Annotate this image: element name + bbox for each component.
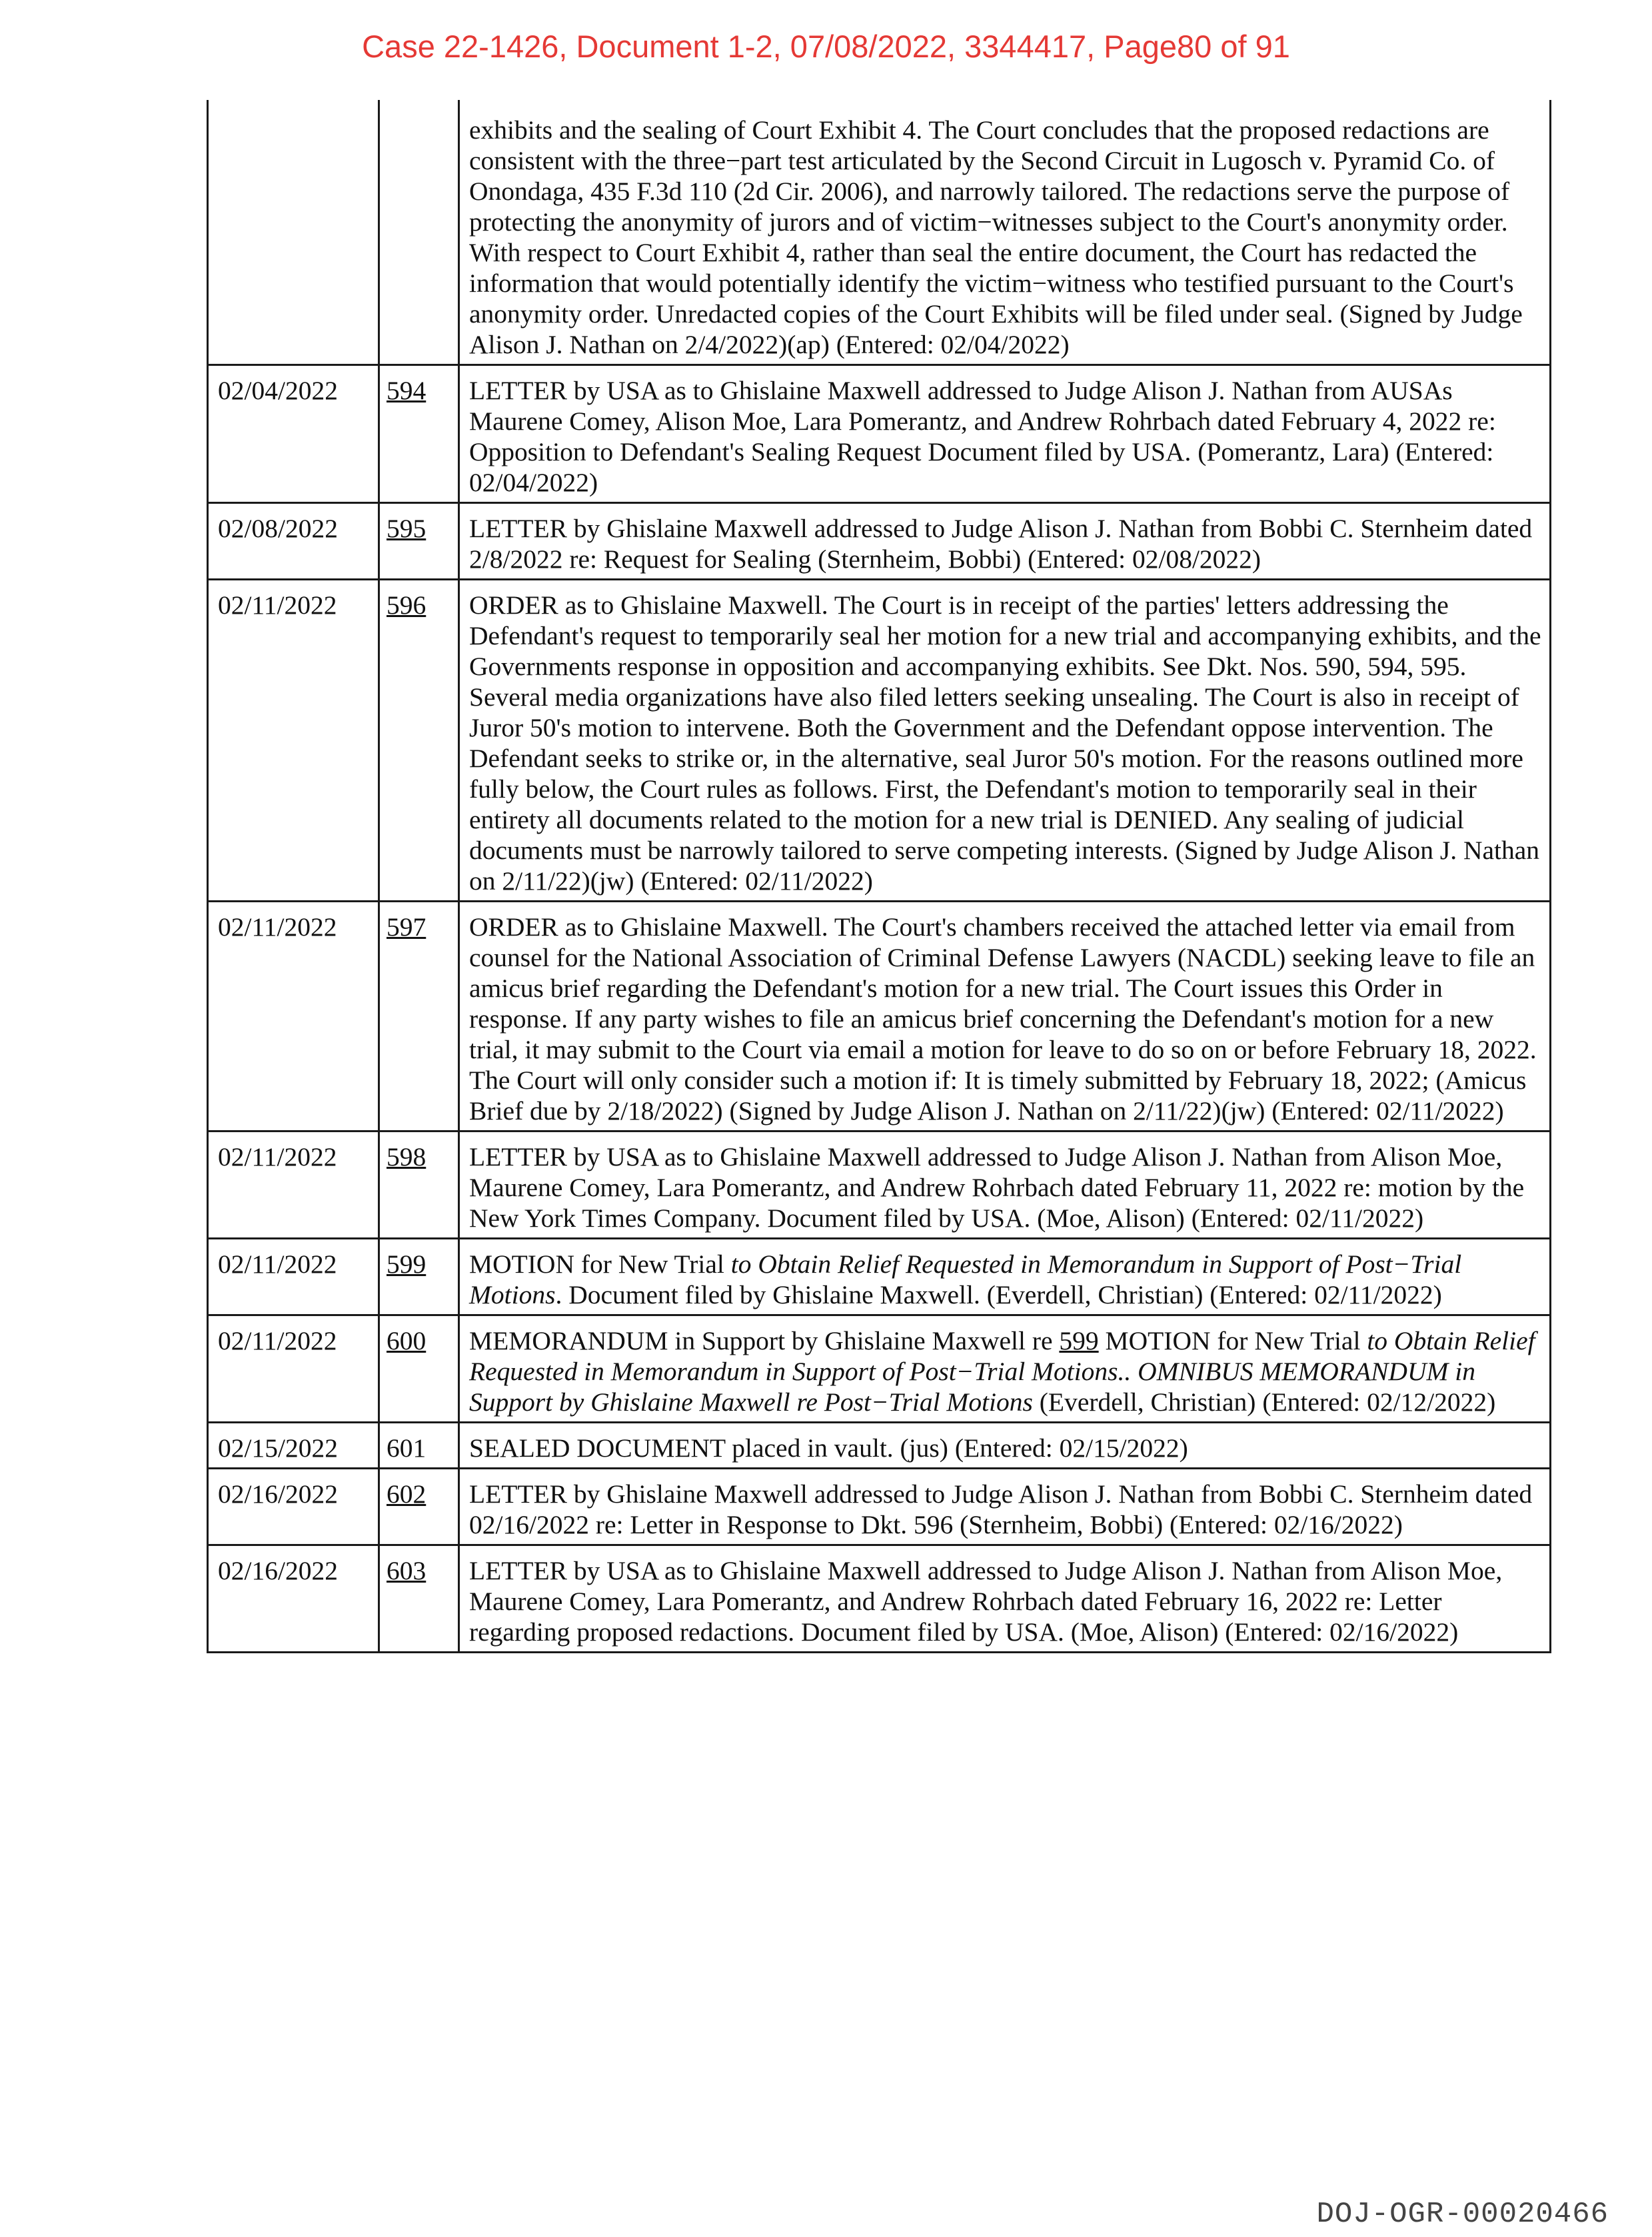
docket-link-596[interactable]: 596 — [387, 590, 426, 620]
entry-date: 02/15/2022 — [208, 1423, 379, 1469]
entry-text-part: . Document filed by Ghislaine Maxwell. (Everdell, Christian) (Entered: 02/11/2022) — [555, 1280, 1442, 1309]
docket-entry-594 — [208, 365, 1551, 503]
docket-link-602[interactable]: 602 — [387, 1479, 426, 1509]
docket-entry-601 — [208, 1423, 1551, 1469]
docket-entry-598 — [208, 1131, 1551, 1239]
entry-number-link[interactable] — [379, 580, 459, 902]
entry-text-part: MOTION for New Trial — [1098, 1326, 1367, 1355]
entry-date: 02/11/2022 — [208, 1315, 379, 1423]
docket-entry-continuation — [208, 100, 1551, 365]
entry-number-link[interactable] — [379, 902, 459, 1131]
docket-link-598[interactable]: 598 — [387, 1142, 426, 1171]
entry-text: SEALED DOCUMENT placed in vault. (jus) (Entered: 02/15/2022) — [459, 1423, 1551, 1469]
bates-number: DOJ-OGR-00020466 — [1316, 2198, 1609, 2231]
entry-date: 02/11/2022 — [208, 580, 379, 902]
entry-number-link[interactable] — [379, 1131, 459, 1239]
entry-number: 601 — [379, 1423, 459, 1469]
docket-link-595[interactable]: 595 — [387, 514, 426, 543]
entry-text-italic: to Obtain Relief Requested in Memorandum in Support of Post−Trial Motions.. OMNIBUS MEMORANDUM in Support by Ghislaine Maxwell re Post−Trial Motions — [469, 1326, 1535, 1417]
docket-link-599[interactable]: 599 — [387, 1249, 426, 1279]
entry-text: LETTER by Ghislaine Maxwell addressed to Judge Alison J. Nathan from Bobbi C. Sternheim dated 02/16/2022 re: Letter in Response to Dkt. 596 (Sternheim, Bobbi) (Entered: 02/16/2022) — [459, 1469, 1551, 1545]
entry-number-link[interactable] — [379, 1315, 459, 1423]
entry-date: 02/08/2022 — [208, 503, 379, 580]
entry-number-link[interactable] — [379, 503, 459, 580]
entry-text-part: (Everdell, Christian) (Entered: 02/12/2022) — [1032, 1387, 1496, 1417]
docket-entry-602 — [208, 1469, 1551, 1545]
docket-entry-597 — [208, 902, 1551, 1131]
entry-number-link[interactable] — [379, 365, 459, 503]
entry-text: LETTER by Ghislaine Maxwell addressed to Judge Alison J. Nathan from Bobbi C. Sternheim dated 2/8/2022 re: Request for Sealing (Sternheim, Bobbi) (Entered: 02/08/2022) — [459, 503, 1551, 580]
entry-text: exhibits and the sealing of Court Exhibit 4. The Court concludes that the proposed redactions are consistent with the three−part test articulated by the Second Circuit in Lugosch v. Pyramid Co. of Onondaga, 435 F.3d 110 (2d Cir. 2006), and narrowly tailored. The redactions serve the purpose of protecting the anonymity of jurors and of victim−witnesses subject to the Court's anonymity order. With respect to Court Exhibit 4, rather than seal the entire document, the Court has redacted the information that would potentially identify the victim−witness who testified pursuant to the Court's anonymity order. Unredacted copies of the Court Exhibits will be filed under seal. (Signed by Judge Alison J. Nathan on 2/4/2022)(ap) (Entered: 02/04/2022) — [459, 100, 1551, 365]
entry-text: ORDER as to Ghislaine Maxwell. The Court is in receipt of the parties' letters addressing the Defendant's request to temporarily seal her motion for a new trial and accompanying exhibits, and the Governments response in opposition and accompanying exhibits. See Dkt. Nos. 590, 594, 595. Several media organizations have also filed letters seeking unsealing. The Court is also in receipt of Juror 50's motion to intervene. Both the Government and the Defendant oppose intervention. The Defendant seeks to strike or, in the alternative, seal Juror 50's motion. For the reasons outlined more fully below, the Court rules as follows. First, the Defendant's motion to temporarily seal in their entirety all documents related to the motion for a new trial is DENIED. Any sealing of judicial documents must be narrowly tailored to serve competing interests. (Signed by Judge Alison J. Nathan on 2/11/22)(jw) (Entered: 02/11/2022) — [459, 580, 1551, 902]
entry-text-italic: to Obtain Relief Requested in Memorandum in Support of Post−Trial Motions — [469, 1249, 1462, 1309]
docket-link-600[interactable]: 600 — [387, 1326, 426, 1355]
entry-date: 02/11/2022 — [208, 902, 379, 1131]
docket-entry-599 — [208, 1239, 1551, 1315]
case-header: Case 22-1426, Document 1-2, 07/08/2022, 3344417, Page80 of 91 — [362, 29, 1290, 64]
entry-text — [459, 1315, 1551, 1423]
docket-entry-595 — [208, 503, 1551, 580]
entry-text-part: MOTION for New Trial — [469, 1249, 731, 1279]
entry-text: LETTER by USA as to Ghislaine Maxwell addressed to Judge Alison J. Nathan from Alison Moe, Maurene Comey, Lara Pomerantz, and Andrew Rohrbach dated February 16, 2022 re: Letter regarding proposed redactions. Document filed by USA. (Moe, Alison) (Entered: 02/16/2022) — [459, 1545, 1551, 1653]
entry-date — [208, 100, 379, 365]
docket-table — [207, 100, 1551, 1653]
docket-entry-603 — [208, 1545, 1551, 1653]
entry-text: LETTER by USA as to Ghislaine Maxwell addressed to Judge Alison J. Nathan from AUSAs Maurene Comey, Alison Moe, Lara Pomerantz, and Andrew Rohrbach dated February 4, 2022 re: Opposition to Defendant's Sealing Request Document filed by USA. (Pomerantz, Lara) (Entered: 02/04/2022) — [459, 365, 1551, 503]
entry-text: ORDER as to Ghislaine Maxwell. The Court's chambers received the attached letter via email from counsel for the National Association of Criminal Defense Lawyers (NACDL) seeking leave to file an amicus brief regarding the Defendant's motion for a new trial. The Court issues this Order in response. If any party wishes to file an amicus brief concerning the Defendant's motion for a new trial, it may submit to the Court via email a motion for leave to do so on or before February 18, 2022. The Court will only consider such a motion if: It is timely submitted by February 18, 2022; (Amicus Brief due by 2/18/2022) (Signed by Judge Alison J. Nathan on 2/11/22)(jw) (Entered: 02/11/2022) — [459, 902, 1551, 1131]
docket-entry-596 — [208, 580, 1551, 902]
entry-number-link[interactable] — [379, 1469, 459, 1545]
entry-number — [379, 100, 459, 365]
reference-link-599[interactable]: 599 — [1059, 1326, 1099, 1355]
entry-date: 02/11/2022 — [208, 1131, 379, 1239]
entry-text: LETTER by USA as to Ghislaine Maxwell addressed to Judge Alison J. Nathan from Alison Moe, Maurene Comey, Lara Pomerantz, and Andrew Rohrbach dated February 11, 2022 re: motion by the New York Times Company. Document filed by USA. (Moe, Alison) (Entered: 02/11/2022) — [459, 1131, 1551, 1239]
docket-entry-600 — [208, 1315, 1551, 1423]
entry-date: 02/11/2022 — [208, 1239, 379, 1315]
entry-number-link[interactable] — [379, 1545, 459, 1653]
entry-number-link[interactable] — [379, 1239, 459, 1315]
entry-text — [459, 1239, 1551, 1315]
docket-link-597[interactable]: 597 — [387, 912, 426, 942]
docket-link-594[interactable]: 594 — [387, 376, 426, 405]
entry-text-part: MEMORANDUM in Support by Ghislaine Maxwell re — [469, 1326, 1060, 1355]
entry-date: 02/04/2022 — [208, 365, 379, 503]
entry-date: 02/16/2022 — [208, 1545, 379, 1653]
entry-date: 02/16/2022 — [208, 1469, 379, 1545]
docket-link-603[interactable]: 603 — [387, 1556, 426, 1585]
